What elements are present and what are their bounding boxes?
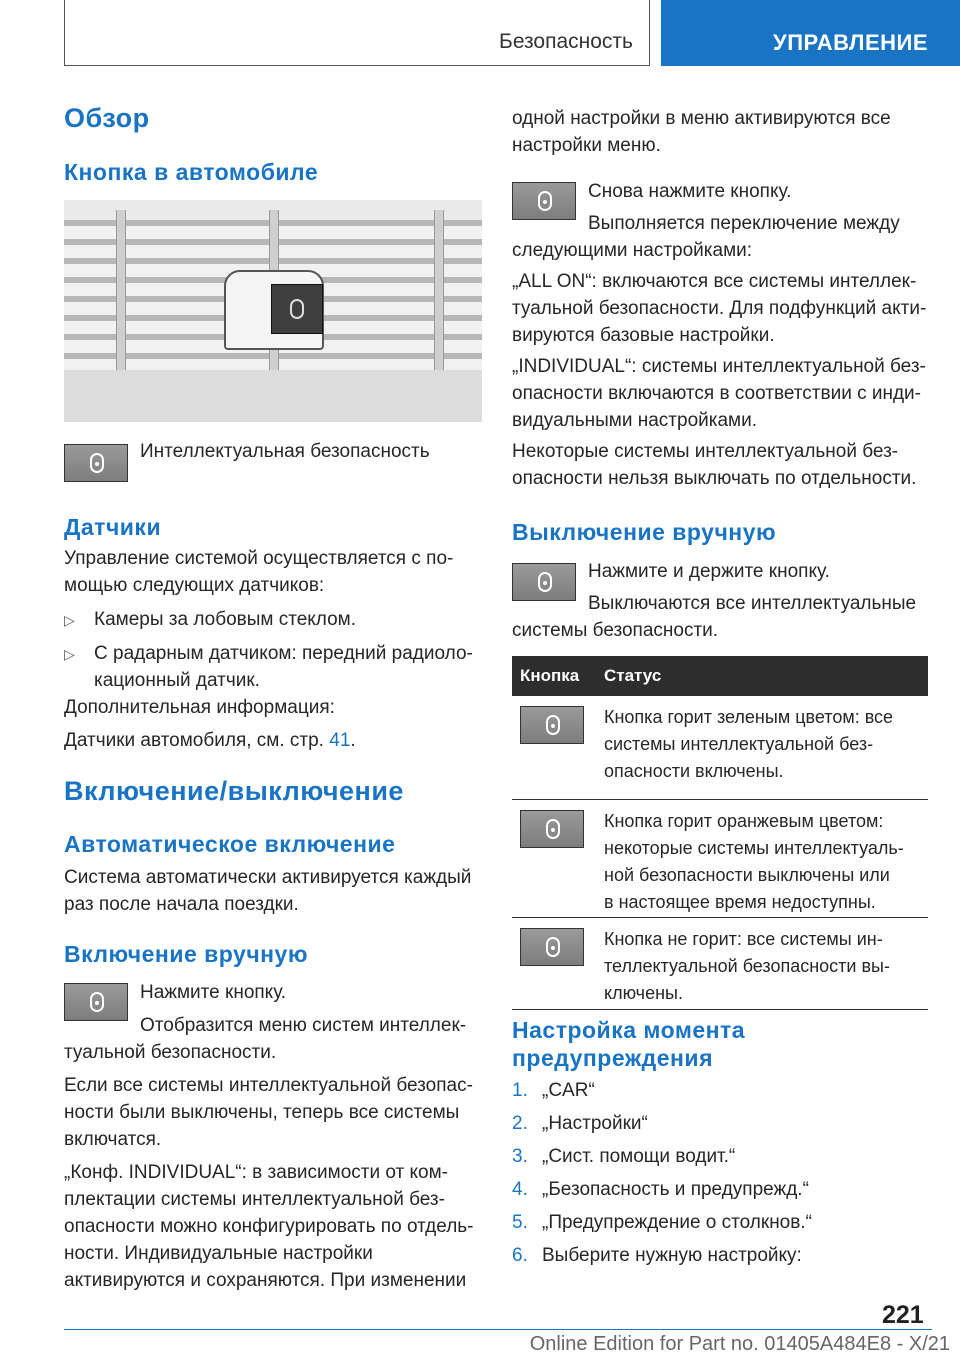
overview-heading: Обзор (64, 103, 150, 133)
table-cell (604, 808, 922, 916)
all-off-line-1: Если все системы интеллектуальной безопас- (64, 1075, 473, 1096)
dashboard-photo (64, 200, 482, 422)
step-text: „CAR“ (542, 1080, 595, 1101)
cell-line: ключены. (604, 983, 683, 1003)
sensors-heading: Датчики (64, 514, 162, 540)
manual-on-menu-line-2: туальной безопасности. (64, 1042, 277, 1063)
intelligent-safety-icon (538, 572, 552, 592)
intelligent-safety-button-icon (512, 563, 576, 601)
warning-time-heading-line-2: предупреждения (512, 1045, 713, 1071)
manual-on-press: Нажмите кнопку. (140, 982, 287, 1003)
step-number: 1. (512, 1080, 528, 1101)
cell-line: Кнопка горит зеленым цветом: все (604, 707, 894, 727)
header-chapter-box (661, 0, 960, 66)
table-cell (604, 704, 922, 785)
vent-divider (434, 210, 444, 385)
step-number: 6. (512, 1245, 528, 1266)
sensor-bullet-2-line-2: кационный датчик. (94, 670, 260, 691)
header-chapter-title: УПРАВЛЕНИЕ (773, 30, 928, 55)
individual-line-2: плектации системы интеллектуальной без- (64, 1189, 445, 1210)
individual-line-5: активируются и сохраняются. При изменении (64, 1270, 467, 1291)
cell-line: Кнопка горит оранжевым цветом: (604, 811, 884, 831)
on-off-heading: Включение/выключение (64, 776, 404, 806)
step-text: „Сист. помощи водит.“ (542, 1146, 736, 1167)
auto-on-line-1: Система автоматически активируется каждый (64, 867, 472, 888)
step-text: „Настройки“ (542, 1113, 648, 1134)
intelligent-safety-icon (290, 299, 304, 319)
off-line-1: Выключаются все интеллектуальные (588, 593, 917, 614)
off-line-2: системы безопасности. (512, 620, 719, 641)
intelligent-safety-button-icon (64, 983, 128, 1021)
warning-time-heading-line-1: Настройка момента (512, 1017, 746, 1043)
step-text: „Предупреждение о столкнов.“ (542, 1212, 812, 1233)
table-row (512, 696, 928, 800)
extra-info: Дополнительная информация: (64, 697, 335, 718)
all-on-line-1: „ALL ON“: включаются все системы интеллек- (512, 271, 917, 292)
reference-end: . (350, 730, 356, 751)
individual-setting-line-3: видуальными настройками. (512, 410, 757, 431)
table-header-status: Статус (604, 666, 662, 685)
header-section-box (64, 0, 650, 66)
table-header-button: Кнопка (520, 666, 580, 685)
intelligent-safety-icon (546, 937, 560, 957)
sensors-intro-line-2: мощью следующих датчиков: (64, 575, 325, 596)
intelligent-safety-button-icon (512, 182, 576, 220)
continued-line-2: настройки меню. (512, 135, 661, 156)
intelligent-safety-icon (546, 715, 560, 735)
footer-edition: Online Edition for Part no. 01405A484E8 - X/21 (529, 1333, 950, 1355)
button-caption: Интеллектуальная безопасность (140, 441, 430, 462)
step-number: 4. (512, 1179, 528, 1200)
reference-text: Датчики автомобиля, см. стр. (64, 730, 330, 751)
hold-button: Нажмите и держите кнопку. (588, 561, 830, 582)
individual-setting-line-2: опасности включаются в соответствии с инди- (512, 383, 921, 404)
cell-line: теллектуальной безопасности вы- (604, 956, 890, 976)
sensors-reference (64, 727, 356, 754)
all-on-line-3: вируются базовые настройки. (512, 325, 775, 346)
table-cell (604, 926, 922, 1007)
all-off-line-2: ности были выключены, теперь все системы (64, 1102, 460, 1123)
manual-off-heading: Выключение вручную (512, 519, 777, 545)
table-row (512, 800, 928, 918)
individual-line-1: „Конф. INDIVIDUAL“: в зависимости от ком- (64, 1162, 448, 1183)
switch-line-2: следующими настройками: (512, 240, 753, 261)
button-in-car-heading: Кнопка в автомобиле (64, 159, 319, 185)
dashboard-trim (64, 370, 482, 422)
step-text: „Безопасность и предупрежд.“ (542, 1179, 809, 1200)
intelligent-safety-icon (90, 992, 104, 1012)
page-link[interactable]: 41 (329, 730, 351, 751)
status-table (512, 656, 928, 1010)
table-header (512, 656, 928, 696)
orange-button-icon (520, 810, 584, 848)
cell-line: опасности включены. (604, 761, 784, 781)
safety-button-photo (271, 284, 323, 334)
manual-on-menu-line-1: Отобразится меню систем интеллек- (140, 1015, 467, 1036)
manual-on-heading: Включение вручную (64, 941, 308, 967)
all-on-line-2: туальной безопасности. Для подфункций акти- (512, 298, 927, 319)
switch-line-1: Выполняется переключение между (588, 213, 900, 234)
step-number: 3. (512, 1146, 528, 1167)
vent-divider (116, 210, 126, 385)
header-section-title: Безопасность (499, 30, 633, 53)
individual-line-4: ности. Индивидуальные настройки (64, 1243, 373, 1264)
cell-line: Кнопка не горит: все системы ин- (604, 929, 883, 949)
step-number: 2. (512, 1113, 528, 1134)
press-again: Снова нажмите кнопку. (588, 181, 792, 202)
some-systems-line-1: Некоторые системы интеллектуальной без- (512, 441, 899, 462)
cell-line: некоторые системы интеллектуаль- (604, 838, 904, 858)
intelligent-safety-icon (538, 191, 552, 211)
step-text: Выберите нужную настройку: (542, 1245, 802, 1266)
sensor-bullet-2-line-1: С радарным датчиком: передний радиоло- (94, 643, 473, 664)
individual-setting-line-1: „INDIVIDUAL“: системы интеллектуальной без- (512, 356, 926, 377)
individual-line-3: опасности можно конфигурировать по отдель- (64, 1216, 474, 1237)
intelligent-safety-icon (90, 453, 104, 473)
auto-on-line-2: раз после начала поездки. (64, 894, 299, 915)
table-row (512, 918, 928, 1010)
step-number: 5. (512, 1212, 528, 1233)
green-button-icon (520, 706, 584, 744)
cell-line: в настоящее время недоступны. (604, 892, 876, 912)
sensors-intro-line-1: Управление системой осуществляется с по- (64, 548, 454, 569)
intelligent-safety-button-icon (64, 444, 128, 482)
cell-line: ной безопасности выключены или (604, 865, 890, 885)
triangle-bullet-icon: ▷ (64, 646, 75, 662)
intelligent-safety-icon (546, 819, 560, 839)
cell-line: системы интеллектуальной без- (604, 734, 874, 754)
all-off-line-3: включатся. (64, 1129, 162, 1150)
auto-on-heading: Автоматическое включение (64, 831, 396, 857)
page-number: 221 (882, 1301, 924, 1329)
sensor-bullet-1: Камеры за лобовым стеклом. (94, 609, 357, 630)
some-systems-line-2: опасности нельзя выключать по отдельности. (512, 468, 917, 489)
footer-divider (64, 1329, 932, 1330)
continued-line-1: одной настройки в меню активируются все (512, 108, 891, 129)
off-button-icon (520, 928, 584, 966)
triangle-bullet-icon: ▷ (64, 612, 75, 628)
